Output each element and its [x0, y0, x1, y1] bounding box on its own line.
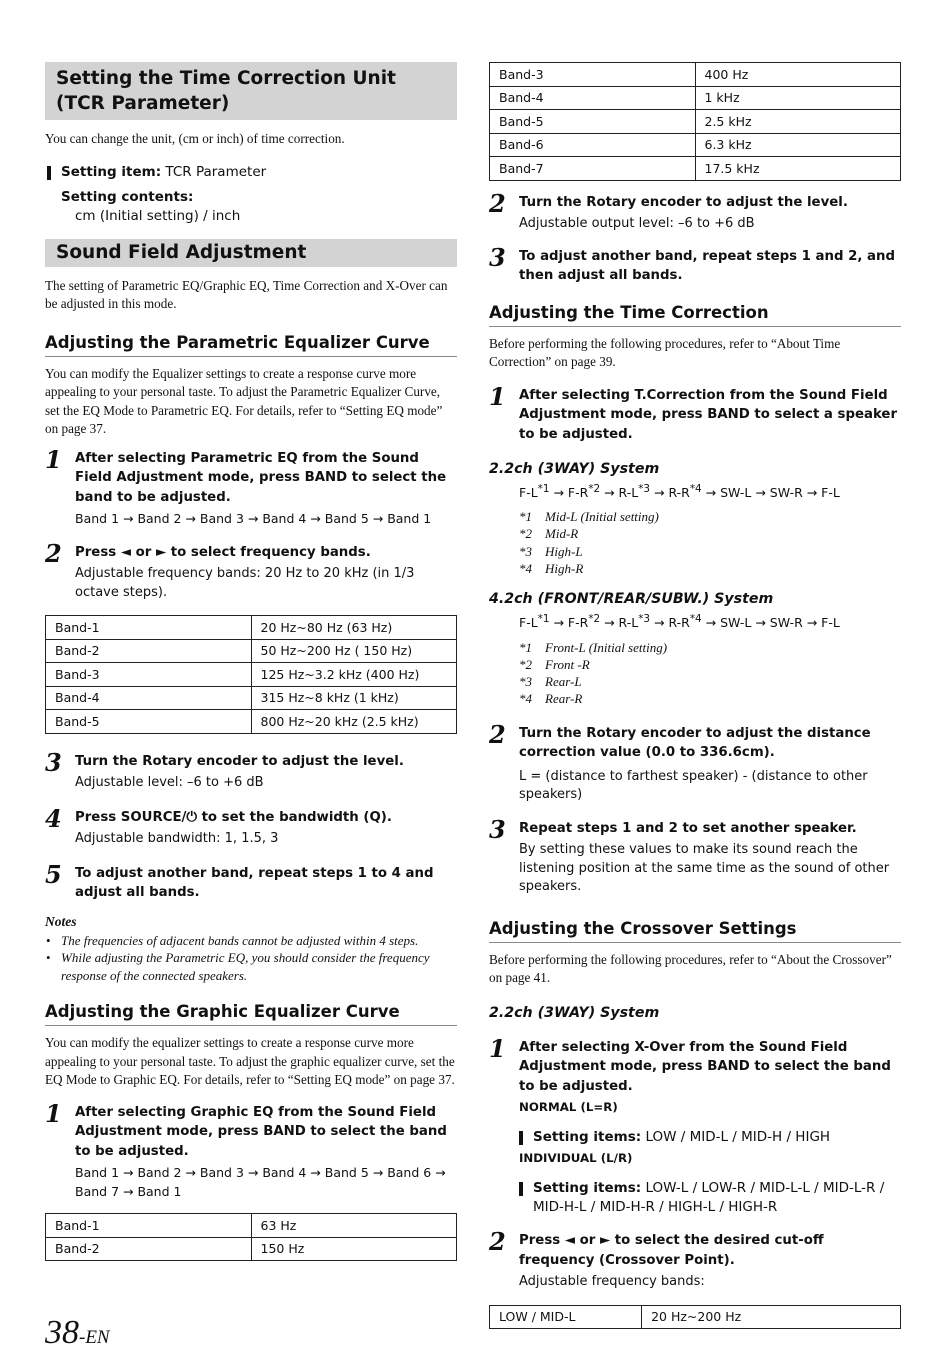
table-cell: Band-3 [490, 63, 696, 87]
tcr-setting-item-label: Setting item: [61, 163, 162, 180]
normal-setting-items [519, 1128, 901, 1147]
step-title: Repeat steps 1 and 2 to set another speaker. [519, 820, 857, 836]
parametric-band-table [45, 615, 457, 734]
table-row [490, 86, 901, 110]
step-number: 3 [489, 814, 506, 844]
right-column [489, 62, 901, 1329]
table-row [46, 616, 457, 640]
table-row [46, 639, 457, 663]
table-cell: Band-3 [46, 663, 252, 687]
tcr-setting-contents-label: Setting contents: [61, 188, 194, 205]
step-title: After selecting Graphic EQ from the Sound Field Adjustment mode, press BAND to select the band to be adjusted. [75, 1104, 447, 1159]
table-cell: 20 Hz~80 Hz (63 Hz) [251, 616, 457, 640]
table-cell: Band-5 [46, 710, 252, 734]
section-heading-sound-field: Sound Field Adjustment [45, 239, 457, 267]
step-title: Turn the Rotary encoder to adjust the distance correction value (0.0 to 336.6cm). [519, 725, 871, 761]
list-item: *3 Rear-L [519, 674, 582, 690]
time-correction-intro: Before performing the following procedures, refer to “About Time Correction” on page 39. [489, 335, 841, 369]
heading-parametric-eq: Adjusting the Parametric Equalizer Curve [45, 332, 457, 357]
table-cell: Band-5 [490, 110, 696, 134]
table-cell: Band-6 [490, 133, 696, 157]
step-title: Press ◄ or ► to select frequency bands. [75, 544, 371, 560]
individual-mode-label: INDIVIDUAL (L/R) [519, 1151, 633, 1166]
notes-title: Notes [45, 913, 77, 929]
table-cell: 150 Hz [251, 1237, 457, 1261]
step-title: After selecting Parametric EQ from the Sound Field Adjustment mode, press BAND to select the band to be adjusted. [75, 450, 447, 505]
table-cell: 400 Hz [695, 63, 901, 87]
parametric-step-1 [45, 444, 457, 529]
step-number: 2 [489, 1227, 506, 1257]
system-heading-2-2ch: 2.2ch (3WAY) System [489, 461, 660, 477]
step-title: After selecting T.Correction from the Sound Field Adjustment mode, press BAND to select a speaker to be adjusted. [519, 387, 898, 442]
table-row [46, 686, 457, 710]
table-row [490, 110, 901, 134]
graphic-step-3 [489, 242, 901, 286]
setting-items-value: LOW-L / LOW-R / MID-L-L / MID-L-R / MID-H-L / MID-H-R / HIGH-L / HIGH-R [533, 1180, 885, 1216]
time-correction-step-1 [489, 381, 901, 445]
setting-items-label: Setting items: [533, 1180, 642, 1197]
step-detail: Adjustable bandwidth: 1, 1.5, 3 [75, 831, 279, 846]
heading-graphic-eq: Adjusting the Graphic Equalizer Curve [45, 1001, 457, 1026]
parametric-step-3 [45, 747, 457, 793]
tcr-setting-item-value: TCR Parameter [165, 163, 267, 180]
table-row [46, 1214, 457, 1238]
table-cell: Band-7 [490, 157, 696, 181]
step-detail: Adjustable output level: –6 to +6 dB [519, 216, 755, 231]
table-cell: LOW / MID-L [490, 1305, 642, 1329]
step-number: 1 [489, 1033, 506, 1063]
list-item: *3 High-L [519, 543, 583, 559]
list-item: • While adjusting the Parametric EQ, you should consider the frequency response of the connected speakers. [45, 949, 457, 984]
tcr-intro: You can change the unit, (cm or inch) of time correction. [45, 131, 345, 146]
step-number: 1 [489, 381, 506, 411]
system-heading-4-2ch: 4.2ch (FRONT/REAR/SUBW.) System [489, 591, 774, 608]
table-cell: 50 Hz~200 Hz ( 150 Hz) [251, 639, 457, 663]
list-item: *4 High-R [519, 561, 584, 577]
graphic-step-2 [489, 188, 901, 234]
step-number: 3 [45, 747, 62, 777]
table-cell: Band-1 [46, 1214, 252, 1238]
bar-marker-icon [519, 1131, 523, 1145]
step-number: 4 [45, 803, 62, 833]
table-cell: Band-4 [490, 86, 696, 110]
table-cell: Band-2 [46, 639, 252, 663]
step-detail: L = (distance to farthest speaker) - (distance to other speakers) [519, 768, 868, 803]
time-correction-step-3 [489, 814, 901, 897]
footnotes-4-2ch [489, 639, 901, 708]
step-number: 2 [45, 538, 62, 568]
graphic-band-table-part1 [45, 1213, 457, 1261]
list-item: *2 Front -R [519, 656, 590, 672]
crossover-frequency-table [489, 1305, 901, 1330]
table-row [490, 157, 901, 181]
setting-items-value: LOW / MID-L / MID-H / HIGH [645, 1129, 831, 1146]
tcr-setting-item [45, 163, 457, 182]
table-cell: 6.3 kHz [695, 133, 901, 157]
heading-crossover: Adjusting the Crossover Settings [489, 918, 901, 943]
parametric-step-2 [45, 538, 457, 603]
step-title: After selecting X-Over from the Sound Field Adjustment mode, press BAND to select the band to be adjusted. [519, 1039, 891, 1094]
band-sequence: Band 1 → Band 2 → Band 3 → Band 4 → Band 5 → Band 6 → Band 7 → Band 1 [75, 1165, 446, 1199]
table-cell: 800 Hz~20 kHz (2.5 kHz) [251, 710, 457, 734]
table-cell: 20 Hz~200 Hz [642, 1305, 901, 1329]
bar-marker-icon [47, 166, 51, 180]
step-title: To adjust another band, repeat steps 1 and 2, and then adjust all bands. [519, 248, 896, 283]
step-detail: By setting these values to make its sound reach the listening position at the same time as the sound of other speakers. [519, 842, 890, 895]
table-cell: 2.5 kHz [695, 110, 901, 134]
page-number-value: 38 [45, 1314, 79, 1351]
page-number [45, 1313, 110, 1358]
list-item: *1 Mid-L (Initial setting) [519, 509, 659, 525]
parametric-step-4 [45, 803, 457, 849]
step-number: 2 [489, 188, 506, 218]
step-title: Turn the Rotary encoder to adjust the level. [75, 753, 404, 769]
section-heading-tcr: Setting the Time Correction Unit (TCR Parameter) [45, 62, 457, 120]
sound-field-intro: The setting of Parametric EQ/Graphic EQ, Time Correction and X-Over can be adjusted in this mode. [45, 277, 448, 311]
normal-mode-label: NORMAL (L=R) [519, 1100, 618, 1115]
table-cell: Band-2 [46, 1237, 252, 1261]
parametric-step-5 [45, 859, 457, 903]
step-detail: Adjustable frequency bands: 20 Hz to 20 kHz (in 1/3 octave steps). [75, 566, 415, 600]
table-row [490, 1305, 901, 1329]
list-item: *2 Mid-R [519, 526, 579, 542]
footnotes-2-2ch [489, 508, 901, 577]
graphic-band-table-part2 [489, 62, 901, 181]
step-title: Press ◄ or ► to select the desired cut-off frequency (Crossover Point). [519, 1233, 824, 1268]
step-detail: Adjustable level: –6 to +6 dB [75, 775, 264, 790]
table-cell: 63 Hz [251, 1214, 457, 1238]
setting-items-label: Setting items: [533, 1129, 642, 1146]
step-title: Turn the Rotary encoder to adjust the level. [519, 194, 848, 210]
crossover-step-2 [489, 1227, 901, 1292]
bar-marker-icon [519, 1182, 523, 1196]
crossover-intro: Before performing the following procedures, refer to “About the Crossover” on page 41. [489, 951, 892, 986]
tcr-setting-contents-value: cm (Initial setting) / inch [75, 207, 241, 224]
step-detail: Adjustable frequency bands: [519, 1274, 705, 1290]
notes-list [45, 932, 457, 985]
left-column [45, 62, 457, 1261]
power-icon: ⏻ [186, 809, 197, 825]
list-item: *4 Rear-R [519, 691, 583, 707]
parametric-intro: You can modify the Equalizer settings to create a response curve more appealing to your personal taste. To adjust the Parametric Equalizer Curve, set the EQ Mode to Parametric EQ. For details, refer to “Setting EQ mode” on page 37. [45, 365, 443, 436]
step-number: 1 [45, 444, 62, 474]
step-title: Press SOURCE/⏻ to set the bandwidth (Q). [75, 809, 392, 825]
table-cell: 1 kHz [695, 86, 901, 110]
step-title: To adjust another band, repeat steps 1 to 4 and adjust all bands. [75, 865, 434, 900]
time-correction-step-2 [489, 719, 901, 805]
individual-setting-items [519, 1179, 901, 1217]
speaker-sequence: $F-L^{*1} \to F-R^{*2} \to R-L^{*3} \to R-R^{*4} \to SW-L \to SW-R \to F-L$ [519, 613, 840, 631]
graphic-step-1 [45, 1098, 457, 1202]
step-number: 1 [45, 1098, 62, 1128]
list-item: • The frequencies of adjacent bands cannot be adjusted within 4 steps. [45, 932, 457, 950]
table-cell: 125 Hz~3.2 kHz (400 Hz) [251, 663, 457, 687]
crossover-step-1 [489, 1033, 901, 1218]
table-row [490, 133, 901, 157]
table-row [46, 663, 457, 687]
table-row [46, 710, 457, 734]
speaker-sequence: $F-L^{*1} \to F-R^{*2} \to R-L^{*3} \to R-R^{*4} \to SW-L \to SW-R \to F-L$ [519, 483, 840, 501]
system-heading-crossover: 2.2ch (3WAY) System [489, 1004, 660, 1021]
step-number: 5 [45, 859, 62, 889]
page-number-suffix: -EN [79, 1327, 110, 1348]
band-sequence: Band 1 → Band 2 → Band 3 → Band 4 → Band 5 → Band 1 [75, 511, 432, 526]
table-cell: Band-4 [46, 686, 252, 710]
heading-time-correction: Adjusting the Time Correction [489, 302, 901, 327]
list-item: *1 Front-L (Initial setting) [519, 639, 668, 655]
table-cell: 17.5 kHz [695, 157, 901, 181]
table-row [490, 63, 901, 87]
graphic-intro: You can modify the equalizer settings to create a response curve more appealing to your personal taste. To adjust the graphic equalizer curve, set the EQ Mode to Graphic EQ. For details, refer to “Setting EQ mode” on page 37. [45, 1035, 455, 1087]
table-row [46, 1237, 457, 1261]
table-cell: 315 Hz~8 kHz (1 kHz) [251, 686, 457, 710]
step-number: 3 [489, 242, 506, 272]
table-cell: Band-1 [46, 616, 252, 640]
step-number: 2 [489, 719, 506, 749]
